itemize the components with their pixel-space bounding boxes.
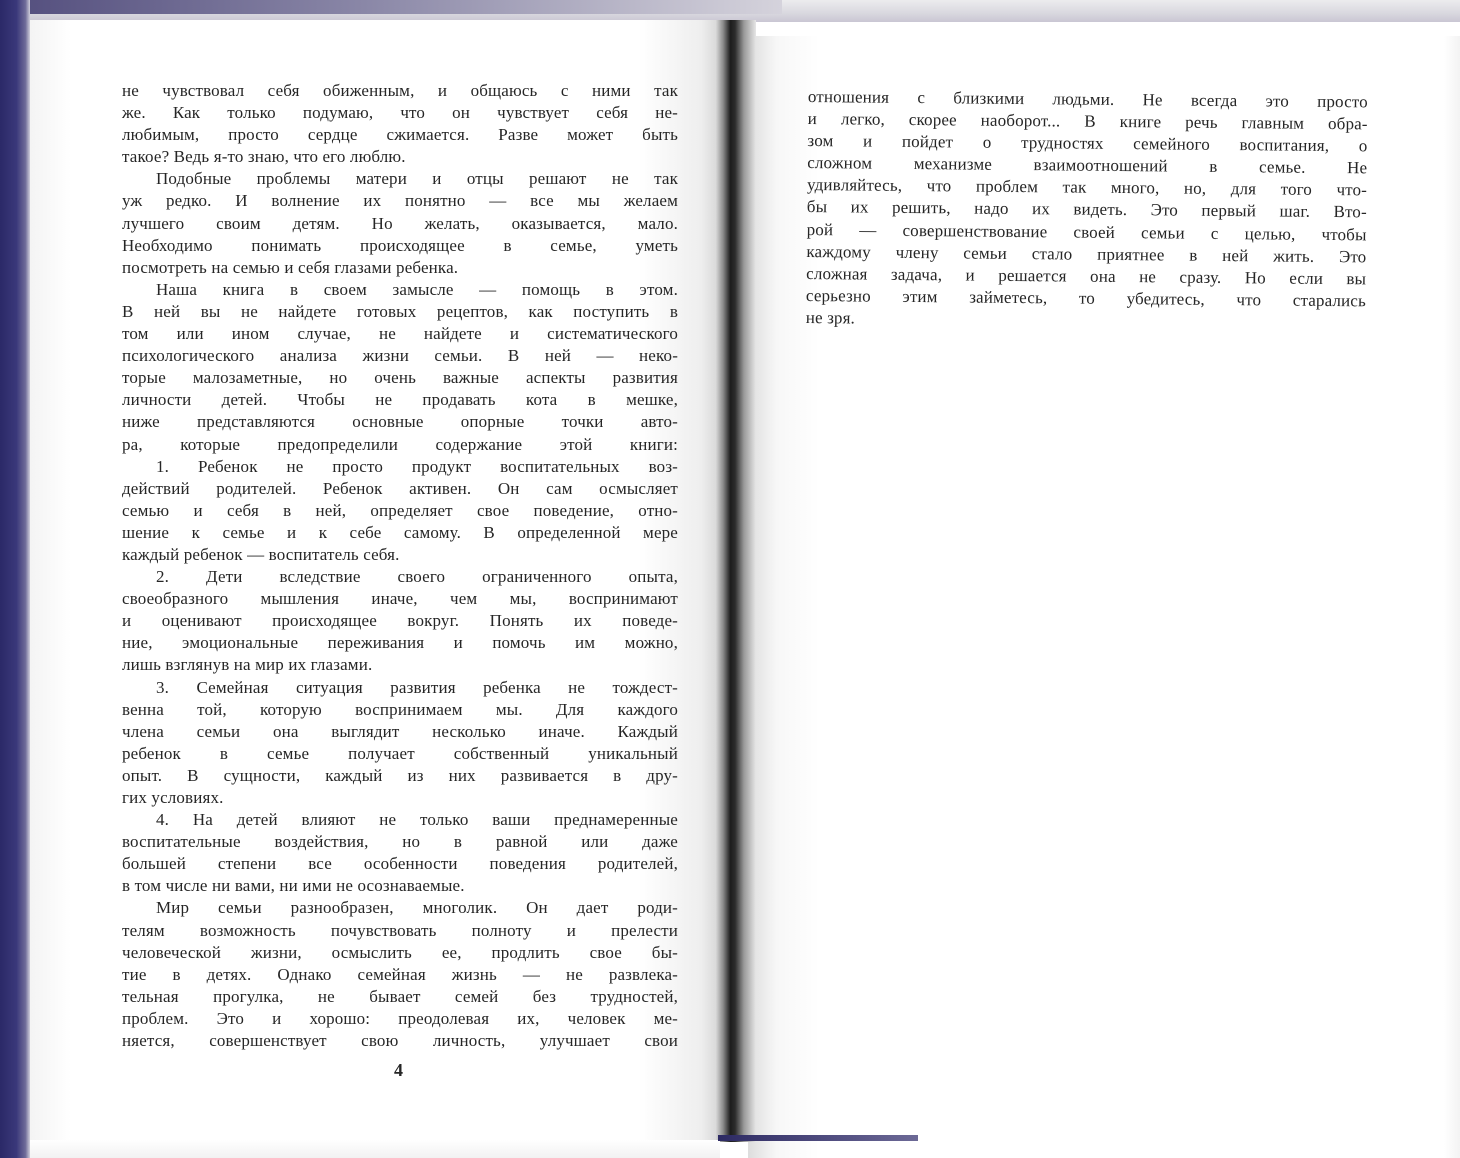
text-line: ние, эмоциональные переживания и помочь им можно,	[122, 633, 678, 653]
text-line: в том числе ни вами, ни ими не осознаваемые.	[122, 876, 465, 896]
text-line: ниже представляются основные опорные точки авто-	[122, 412, 678, 432]
text-line: отношения с близкими людьми. Не всегда это просто	[807, 86, 1368, 112]
text-line: шение к семье и к себе самому. В определенной мере	[122, 522, 678, 542]
left-page-text	[122, 80, 678, 1052]
text-line: том или ином случае, не найдете и систематического	[122, 324, 678, 344]
text-line: большей степени все особенности поведения родителей,	[122, 854, 678, 874]
text-line: тие в детях. Однако семейная жизнь — не развлека-	[122, 964, 678, 984]
text-line: серьезно этим займетесь, то убедитесь, что старались	[805, 285, 1367, 311]
text-line: 2. Дети вследствие своего ограниченного опыта,	[156, 567, 678, 587]
text-line: 3. Семейная ситуация развития ребенка не тождест-	[156, 677, 678, 697]
text-line: торые малозаметные, но очень важные аспекты развития	[122, 368, 678, 388]
text-line: сложная задача, и решается она не сразу. Но если вы	[806, 263, 1367, 289]
text-line: не зря.	[805, 307, 856, 328]
book-bottom-edge	[30, 1140, 720, 1158]
text-line: опыт. В сущности, каждый из них развивается в дру-	[122, 765, 678, 785]
text-line: семью и себя в ней, определяет свое поведение, отно-	[122, 500, 678, 520]
text-line: человеческой жизни, осмыслить ее, продлить свое бы-	[122, 942, 678, 962]
text-line: бы их решить, надо их видеть. Это первый шаг. Вто-	[806, 197, 1367, 222]
right-page-text	[806, 86, 1368, 334]
book-cover-bottom-strip	[718, 1135, 918, 1141]
text-line: 4. На детей влияют не только ваши преднамеренные	[156, 810, 678, 830]
page-number: 4	[394, 1060, 403, 1080]
text-line: и легко, скорее наоборот... В книге речь главным обра-	[807, 109, 1368, 134]
text-line: Подобные проблемы матери и отцы решают не так	[156, 169, 678, 189]
text-line: действий родителей. Ребенок активен. Он сам осмысляет	[122, 478, 678, 498]
text-line: В ней вы не найдете готовых рецептов, как поступить в	[122, 301, 678, 321]
text-line: Необходимо понимать происходящее в семье, уметь	[122, 235, 678, 255]
text-line: посмотреть на семью и себя глазами ребенка.	[122, 257, 459, 277]
text-line: своеобразного мышления иначе, чем мы, воспринимают	[122, 589, 678, 609]
text-line: психологического анализа жизни семьи. В ней — неко-	[122, 346, 678, 366]
text-line: ра, которые предопределили содержание этой книги:	[122, 434, 678, 454]
text-line: же. Как только подумаю, что он чувствует себя не-	[122, 103, 678, 123]
text-line: такое? Ведь я-то знаю, что его люблю.	[122, 147, 406, 167]
text-line: личности детей. Чтобы не продавать кота в мешке,	[122, 390, 678, 410]
text-line: 1. Ребенок не просто продукт воспитательных воз-	[156, 456, 678, 476]
text-line: воспитательные воздействия, но в равной или даже	[122, 832, 678, 852]
text-line: любимым, просто сердце сжимается. Разве может быть	[122, 125, 678, 145]
text-line: каждый ребенок — воспитатель себя.	[122, 544, 400, 564]
text-line: лучшего своим детям. Но желать, оказывается, мало.	[122, 213, 678, 233]
text-line: ребенок в семье получает собственный уникальный	[122, 743, 678, 763]
text-line: Наша книга в своем замысле — помощь в этом.	[156, 279, 678, 299]
text-line: зом и пойдет о трудностях семейного воспитания, о	[807, 131, 1368, 156]
text-line: венна той, которую воспринимаем мы. Для каждого	[122, 699, 678, 719]
text-line: и оценивают происходящее вокруг. Понять их поведе-	[122, 611, 678, 631]
text-line: лишь взглянув на мир их глазами.	[122, 655, 373, 675]
text-line: гих условиях.	[122, 788, 224, 807]
text-line: не чувствовал себя обиженным, и общаюсь с ними так	[122, 81, 678, 100]
text-line: удивляйтесь, что проблем так много, но, для того что-	[806, 175, 1368, 200]
text-line: проблем. Это и хорошо: преодолевая их, человек ме-	[122, 1008, 678, 1028]
book-cover-top-edge	[22, 0, 1460, 22]
text-line: рой — совершенствование своей семьи с целью, чтобы	[806, 219, 1367, 244]
book-spine	[716, 20, 756, 1142]
text-line: каждому члену семьи стало приятнее в ней жить. Это	[806, 241, 1367, 267]
text-line: уж редко. И волнение их понятно — все мы желаем	[122, 191, 678, 211]
text-line: члена семьи она выглядит несколько иначе. Каждый	[122, 721, 678, 741]
text-line: телям возможность почувствовать полноту и прелести	[122, 920, 678, 940]
text-line: няется, совершенствует свою личность, улучшает свои	[122, 1031, 678, 1051]
text-line: Мир семьи разнообразен, многолик. Он дает роди-	[156, 898, 678, 918]
text-line: сложном механизме взаимоотношений в семье. Не	[807, 153, 1368, 178]
text-line: тельная прогулка, не бывает семей без трудностей,	[122, 986, 678, 1006]
right-page-edge	[1444, 36, 1460, 1158]
book-cover-left-edge	[0, 0, 30, 1158]
